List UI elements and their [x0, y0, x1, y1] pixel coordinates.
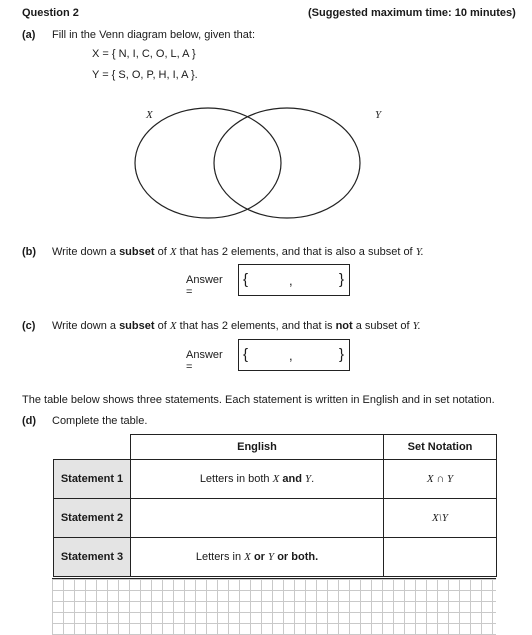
- statement-3-label: Statement 3: [54, 538, 131, 577]
- statement-3-notation[interactable]: [384, 538, 497, 577]
- brace-close: }: [339, 346, 345, 363]
- part-d-label: (d): [22, 415, 37, 427]
- part-c-answer-box[interactable]: [238, 339, 350, 371]
- venn-label-y: Y: [375, 109, 382, 121]
- part-b-label: (b): [22, 246, 37, 258]
- statements-table: [53, 434, 497, 577]
- statement-3-english[interactable]: Letters in X or Y or both.: [131, 538, 384, 577]
- header-english: English: [131, 435, 384, 460]
- part-c-text: Write down a subset of X that has 2 elements, and that is not a subset of Y.: [52, 320, 421, 332]
- venn-circle-y: [214, 108, 360, 218]
- table-row: [54, 538, 497, 577]
- brace-close: }: [339, 271, 345, 288]
- header-set-notation: Set Notation: [384, 435, 497, 460]
- statement-2-english[interactable]: [131, 499, 384, 538]
- table-corner: [54, 435, 131, 460]
- comma: ,: [289, 348, 293, 363]
- venn-label-x: X: [146, 109, 153, 121]
- part-d-text: Complete the table.: [52, 415, 148, 427]
- part-a-label: (a): [22, 29, 36, 41]
- brace-open: {: [243, 271, 249, 288]
- statement-1-english[interactable]: Letters in both X and Y.: [131, 460, 384, 499]
- part-c-label: (c): [22, 320, 36, 332]
- part-b-answer-box[interactable]: [238, 264, 350, 296]
- question-title: Question 2: [22, 7, 79, 19]
- venn-circle-x: [135, 108, 281, 218]
- statement-1-label: Statement 1: [54, 460, 131, 499]
- venn-diagram: [0, 0, 532, 240]
- answer-label: Answer =: [186, 274, 223, 298]
- table-row: [54, 499, 497, 538]
- statement-2-notation[interactable]: X\Y: [384, 499, 497, 538]
- statement-2-label: Statement 2: [54, 499, 131, 538]
- table-row: [54, 460, 497, 499]
- time-note: (Suggested maximum time: 10 minutes): [308, 7, 516, 19]
- answer-label: Answer =: [186, 349, 223, 373]
- set-y-definition: Y = { S, O, P, H, I, A }.: [92, 69, 198, 81]
- comma: ,: [289, 273, 293, 288]
- table-intro: The table below shows three statements. Each statement is written in English and in set notation.: [22, 394, 495, 406]
- part-a-text: Fill in the Venn diagram below, given that:: [52, 29, 256, 41]
- part-b-text: Write down a subset of X that has 2 elements, and that is also a subset of Y.: [52, 246, 424, 258]
- set-x-definition: X = { N, I, C, O, L, A }: [92, 48, 196, 60]
- statement-1-notation[interactable]: X ∩ Y: [384, 460, 497, 499]
- brace-open: {: [243, 346, 249, 363]
- grid-paper-area: [52, 578, 496, 635]
